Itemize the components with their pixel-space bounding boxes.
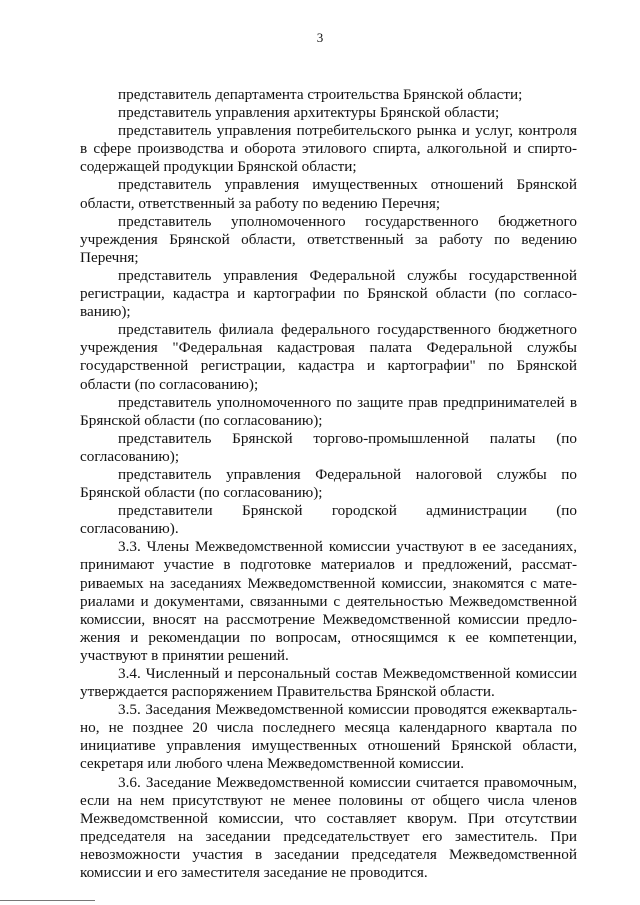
paragraph-member-registration-service: представитель управления Федеральной службы государственной регистрации, кадастра и картографии по Брянской области (по согласованию); bbox=[80, 266, 577, 321]
paragraph-member-budget-institution: представитель уполномоченного государственного бюджетного учреждения Брянской области, ответственный за работу по ведению Перечня; bbox=[80, 212, 577, 266]
paragraph-section-3-5: 3.5. Заседания Межведомственной комиссии проводятся ежеквартально, не позднее 20 числа последнего месяца календарного квартала по инициативе управления имущественных отношений Брянской области, секретаря или любого члена Межведомственной комиссии. bbox=[80, 701, 577, 773]
paragraph-member-cadastral-chamber: представитель филиала федерального государственного бюджетного учреждения "Федеральная кадастровая палата Федеральной службы государственной регистрации, кадастра и картографии" по Брянской области (по согласованию); bbox=[80, 321, 577, 393]
paragraph-member-consumer-market: представитель управления потребительского рынка и услуг, контроля в сфере производства и оборота этилового спирта, алкогольной и спиртосодержащей продукции Брянской области; bbox=[80, 122, 577, 176]
paragraph-section-3-3: 3.3. Члены Межведомственной комиссии участвуют в ее заседаниях, принимают участие в подготовке материалов и предложений, рассматриваемых на заседаниях Межведомственной комиссии, знакомятся с материалами и документами, связанными с деятельностью Межведомственной комиссии, вносят на рассмотрение Межведомственной комиссии предложения и рекомендации по вопросам, относящимся к ее компетенции, участвуют в принятии решений. bbox=[80, 538, 577, 664]
paragraph-section-3-6: 3.6. Заседание Межведомственной комиссии считается правомочным, если на нем присутствуют не менее половины от общего числа членов Межведомственной комиссии, что составляет кворум. При отсутствии председателя на заседании председательствует его заместитель. При невозможности участия в заседании председателя Межведомственной комиссии и его заместителя заседание не проводится. bbox=[80, 773, 577, 882]
paragraph-member-property-relations: представитель управления имущественных отношений Брянской области, ответственный за работу по ведению Перечня; bbox=[80, 176, 577, 212]
paragraph-member-construction-dept: представитель департамента строительства Брянской области; bbox=[118, 86, 523, 103]
page-number: 3 bbox=[316, 30, 324, 45]
paragraph-member-architecture: представитель управления архитектуры Брянской области; bbox=[118, 104, 500, 122]
paragraph-member-tax-service: представитель управления Федеральной налоговой службы по Брянской области (по согласованию); bbox=[80, 465, 577, 502]
paragraph-member-business-ombudsman: представитель уполномоченного по защите прав предпринимателей в Брянской области (по согласованию); bbox=[80, 393, 577, 429]
document-body bbox=[80, 86, 577, 882]
paragraph-member-city-administration: представители Брянской городской администрации (по согласованию). bbox=[80, 502, 577, 538]
paragraph-section-3-4: 3.4. Численный и персональный состав Межведомственной комиссии утверждается распоряжением Правительства Брянской области. bbox=[80, 665, 577, 701]
paragraph-member-chamber-of-commerce: представитель Брянской торгово-промышленной палаты (по согласованию); bbox=[80, 429, 577, 465]
footer-divider bbox=[0, 900, 95, 901]
